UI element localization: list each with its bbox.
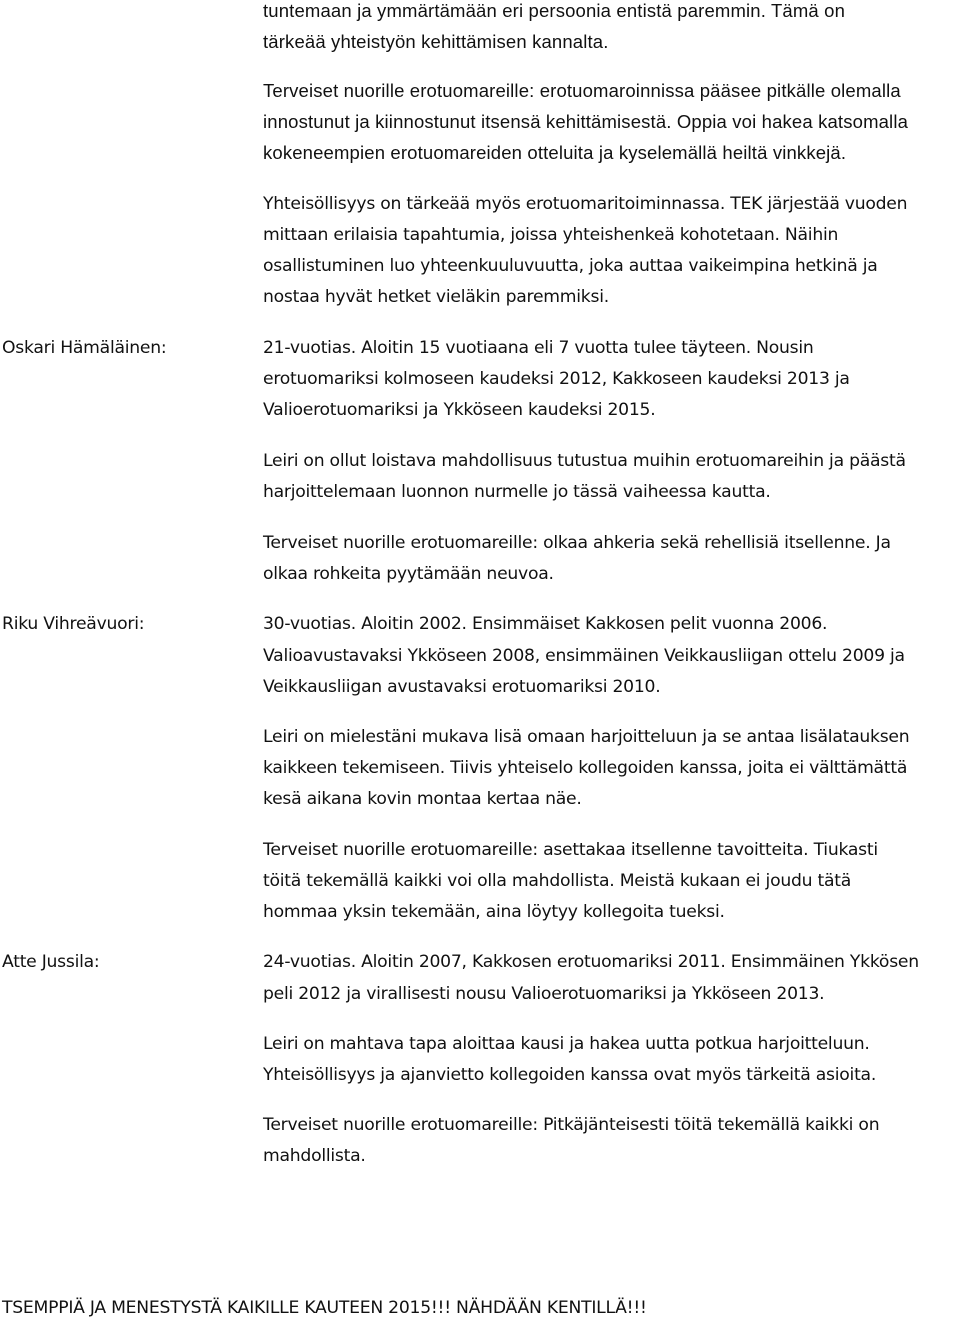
person-name-oskari: Oskari Hämäläinen: <box>2 338 167 358</box>
atte-camp-line-2: Yhteisöllisyys ja ajanvietto kollegoiden kanssa ovat myös tärkeitä asioita. <box>263 1065 877 1085</box>
atte-bio-line-2: peli 2012 ja virallisesti nousu Valioerotuomariksi ja Ykköseen 2013. <box>263 984 825 1004</box>
riku-bio-line-2: Valioavustavaksi Ykköseen 2008, ensimmäinen Veikkausliigan ottelu 2009 ja <box>263 646 905 666</box>
riku-bio-line-1: 30-vuotias. Aloitin 2002. Ensimmäiset Kakkosen pelit vuonna 2006. <box>263 614 828 634</box>
atte-bio-line-1: 24-vuotias. Aloitin 2007, Kakkosen erotuomariksi 2011. Ensimmäinen Ykkösen <box>263 952 919 972</box>
greetings-prev-line-1: Terveiset nuorille erotuomareille: erotuomaroinnissa pääsee pitkälle olemalla <box>263 80 901 101</box>
riku-bio-line-3: Veikkausliigan avustavaksi erotuomariksi 2010. <box>263 677 661 697</box>
community-line-1: Yhteisöllisyys on tärkeää myös erotuomaritoiminnassa. TEK järjestää vuoden <box>263 194 908 214</box>
oskari-bio-line-1: 21-vuotias. Aloitin 15 vuotiaana eli 7 vuotta tulee täyteen. Nousin <box>263 338 814 358</box>
intro-line-1: tuntemaan ja ymmärtämään eri persoonia entistä paremmin. Tämä on <box>263 0 846 21</box>
atte-greetings-line-2: mahdollista. <box>263 1146 366 1166</box>
riku-greetings-line-2: töitä tekemällä kaikki voi olla mahdollista. Meistä kukaan ei joudu tätä <box>263 871 852 891</box>
riku-greetings-line-3: hommaa yksin tekemään, aina löytyy kollegoita tueksi. <box>263 902 725 922</box>
oskari-greetings-line-2: olkaa rohkeita pyytämään neuvoa. <box>263 564 554 584</box>
closing-line: TSEMPPIÄ JA MENESTYSTÄ KAIKILLE KAUTEEN 2015!!! NÄHDÄÄN KENTILLÄ!!! <box>2 1298 647 1318</box>
intro-line-2: tärkeää yhteistyön kehittämisen kannalta. <box>263 31 609 52</box>
riku-camp-line-1: Leiri on mielestäni mukava lisä omaan harjoitteluun ja se antaa lisälatauksen <box>263 727 910 747</box>
atte-camp-line-1: Leiri on mahtava tapa aloittaa kausi ja hakea uutta potkua harjoitteluun. <box>263 1034 870 1054</box>
community-line-3: osallistuminen luo yhteenkuuluvuutta, joka auttaa vaikeimpina hetkinä ja <box>263 256 878 276</box>
oskari-greetings-line-1: Terveiset nuorille erotuomareille: olkaa ahkeria sekä rehellisiä itsellenne. Ja <box>263 533 891 553</box>
community-line-4: nostaa hyvät hetket vieläkin paremmiksi. <box>263 287 609 307</box>
greetings-prev-line-2: innostunut ja kiinnostunut itsensä kehittämisestä. Oppia voi hakea katsomalla <box>263 111 909 132</box>
person-name-riku: Riku Vihreävuori: <box>2 614 145 634</box>
atte-greetings-line-1: Terveiset nuorille erotuomareille: Pitkäjänteisesti töitä tekemällä kaikki on <box>263 1115 880 1135</box>
riku-camp-line-2: kaikkeen tekemiseen. Tiivis yhteiselo kollegoiden kanssa, joita ei välttämättä <box>263 758 908 778</box>
oskari-bio-line-2: erotuomariksi kolmoseen kaudeksi 2012, Kakkoseen kaudeksi 2013 ja <box>263 369 850 389</box>
person-name-atte: Atte Jussila: <box>2 952 100 972</box>
riku-camp-line-3: kesä aikana kovin montaa kertaa näe. <box>263 789 582 809</box>
oskari-camp-line-1: Leiri on ollut loistava mahdollisuus tutustua muihin erotuomareihin ja päästä <box>263 451 906 471</box>
oskari-camp-line-2: harjoittelemaan luonnon nurmelle jo tässä vaiheessa kautta. <box>263 482 771 502</box>
oskari-bio-line-3: Valioerotuomariksi ja Ykköseen kaudeksi 2015. <box>263 400 656 420</box>
community-line-2: mittaan erilaisia tapahtumia, joissa yhteishenkeä kohotetaan. Näihin <box>263 225 839 245</box>
greetings-prev-line-3: kokeneempien erotuomareiden otteluita ja kyselemällä heiltä vinkkejä. <box>263 142 847 163</box>
riku-greetings-line-1: Terveiset nuorille erotuomareille: asettakaa itsellenne tavoitteita. Tiukasti <box>263 840 878 860</box>
